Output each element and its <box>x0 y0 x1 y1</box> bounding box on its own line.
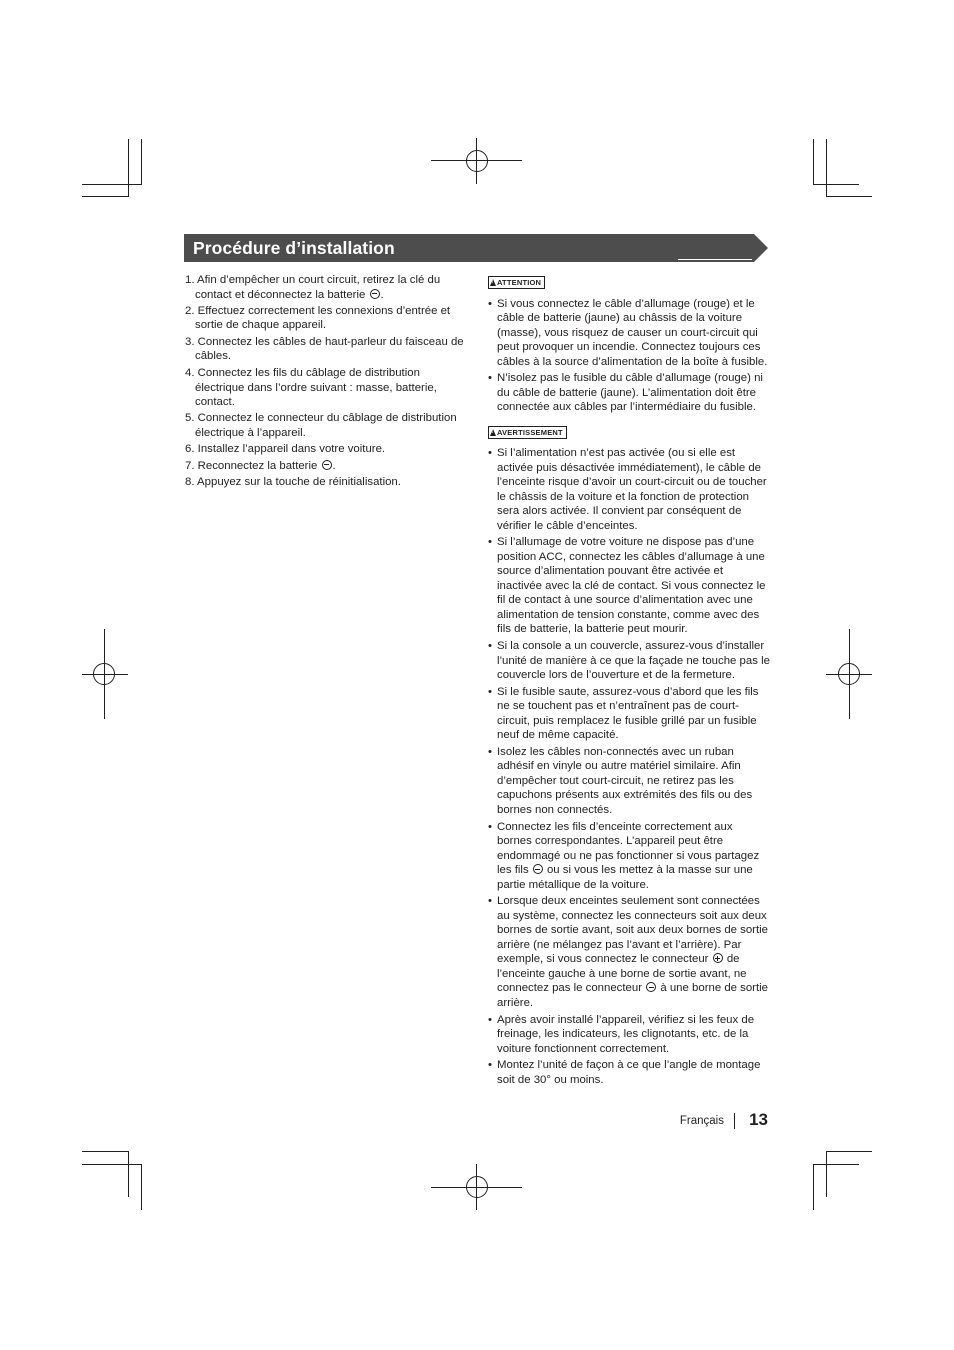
text-segment: 8. <box>185 475 198 488</box>
step-item <box>185 273 470 302</box>
step-item <box>185 366 470 410</box>
text-segment: . <box>380 288 384 301</box>
page-number: 13 <box>749 1110 768 1129</box>
text-segment: Montez l’unité de façon à ce que l’angle de montage soit de 30° ou moins. <box>497 1059 761 1086</box>
attention-list <box>488 297 770 415</box>
text-segment: Effectuez correctement les connexions d’entrée et sortie de chaque appareil. <box>195 304 451 332</box>
avertissement-list <box>488 446 770 1087</box>
avertissement-label: AVERTISSEMENT <box>497 427 563 437</box>
text-segment: Connectez les fils du câblage de distribution électrique dans l’ordre suivant : masse, batterie, contact. <box>195 366 437 409</box>
text-segment: Lorsque deux enceintes seulement sont connectées au système, connectez les connecteurs soit aux deux bornes de sortie avant, soit aux deux bornes de sortie arrière (ne mélangez pas l’avant et l’arrière). Par exemple, si vous connectez le connecteur <box>497 895 769 966</box>
page-footer <box>600 1108 768 1134</box>
plus-terminal-icon <box>713 953 723 963</box>
minus-terminal-icon <box>322 460 332 470</box>
step-item <box>185 411 470 440</box>
text-segment: Appuyez sur la touche de réinitialisation. <box>197 475 401 488</box>
warning-triangle-icon <box>490 279 496 286</box>
step-item <box>185 335 470 364</box>
text-segment: 7. <box>185 459 198 472</box>
bullet-item <box>488 745 770 818</box>
text-segment: 5. <box>185 412 198 425</box>
text-segment: 3. <box>185 335 198 348</box>
installation-steps-list <box>185 273 470 491</box>
avertissement-badge <box>488 426 567 439</box>
step-item <box>185 475 470 490</box>
text-segment: ou si vous les mettez à la masse sur une partie métallique de la voiture. <box>497 864 753 891</box>
text-segment: Connectez les fils d’enceinte correctement aux bornes correspondantes. L’appareil peut être endommagé ou ne pas fonctionner si vous partagez les fils <box>497 820 760 877</box>
footer-language: Français <box>679 1115 724 1127</box>
bullet-item <box>488 1058 770 1087</box>
text-segment: Connectez les câbles de haut-parleur du faisceau de câbles. <box>195 335 464 363</box>
text-segment: à une borne de sortie arrière. <box>497 982 769 1009</box>
text-segment: N’isolez pas le fusible du câble d’allumage (rouge) ni du câble de batterie (jaune). L’alimentation doit être connectée aux câbles par l’intermédiaire du fusible. <box>497 372 763 414</box>
attention-badge <box>488 276 545 289</box>
bullet-item <box>488 446 770 533</box>
page-title: Procédure d’installation <box>193 238 395 258</box>
text-segment: Si l’allumage de votre voiture ne dispose pas d’une position ACC, connectez les câbles d’allumage à une source d’alimentation pouvant être activée et inactivée avec la clé de contact. Si vous connectez le fil de contact à une source d’alimentation avec une alimentation de tension constante, comme avec des fils de batterie, la batterie peut mourir. <box>497 536 766 636</box>
bullet-item <box>488 639 770 683</box>
text-segment: Reconnectez la batterie <box>197 459 321 472</box>
bullet-item <box>488 371 770 415</box>
text-segment: Après avoir installé l’appareil, vérifiez si les feux de freinage, les indicateurs, les clignotants, etc. de la voiture fonctionnent correctement. <box>497 1013 755 1055</box>
text-segment: Connectez le connecteur du câblage de distribution électrique à l’appareil. <box>195 412 457 439</box>
text-segment: 1. <box>185 274 198 286</box>
warning-triangle-icon <box>490 429 496 436</box>
minus-terminal-icon <box>533 864 543 874</box>
warnings-column <box>488 276 770 1089</box>
section-title-banner <box>184 234 768 262</box>
step-item <box>185 459 470 474</box>
bullet-item <box>488 535 770 637</box>
text-segment: 2. <box>185 304 198 317</box>
minus-terminal-icon <box>370 289 380 299</box>
text-segment: Si vous connectez le câble d’allumage (rouge) et le câble de batterie (jaune) au châssis de la voiture (masse), vous risquez de causer un court-circuit qui peut provoquer un incendie. Connectez toujours ces câbles à la source d’alimentation de la boîte à fusible. <box>497 297 768 368</box>
footer-separator <box>734 1113 735 1129</box>
text-segment: Si la console a un couvercle, assurez-vous d’installer l’unité de manière à ce que la façade ne touche pas le couvercle lors de l’ouverture et de la fermeture. <box>497 640 770 682</box>
bullet-item <box>488 685 770 743</box>
bullet-item <box>488 297 770 370</box>
text-segment: . <box>332 459 336 472</box>
bullet-item <box>488 820 770 893</box>
bullet-item <box>488 894 770 1010</box>
attention-label: ATTENTION <box>497 278 542 287</box>
step-item <box>185 304 470 333</box>
text-segment: 6. <box>185 443 198 456</box>
text-segment: Afin d’empêcher un court circuit, retirez la clé du contact et déconnectez la batterie <box>195 274 441 301</box>
text-segment: de l’enceinte gauche à une borne de sortie avant, ne connectez pas le connecteur <box>497 953 747 995</box>
step-item <box>185 442 470 457</box>
text-segment: 4. <box>185 366 198 379</box>
text-segment: Si le fusible saute, assurez-vous d’abord que les fils ne se touchent pas et n’entraînent pas de court-circuit, puis remplacez le fusible grillé par un fusible neuf de même capacité. <box>497 685 759 742</box>
bullet-item <box>488 1013 770 1057</box>
text-segment: Si l’alimentation n’est pas activée (ou si elle est activée puis désactivée immédiatement), le câble de l’enceinte risque d’avoir un court-circuit ou de toucher le châssis de la voiture et la fonction de protection sera alors activée. Il convient par conséquent de vérifier le câble d’enceintes. <box>497 447 767 532</box>
minus-terminal-icon <box>646 982 656 992</box>
text-segment: Installez l’appareil dans votre voiture. <box>197 443 386 456</box>
text-segment: Isolez les câbles non-connectés avec un ruban adhésif en vinyle ou autre matériel similaire. Afin d’empêcher tout court-circuit, ne retirez pas les capuchons présents aux extrémités des fils ou des bornes non connectés. <box>497 745 753 816</box>
